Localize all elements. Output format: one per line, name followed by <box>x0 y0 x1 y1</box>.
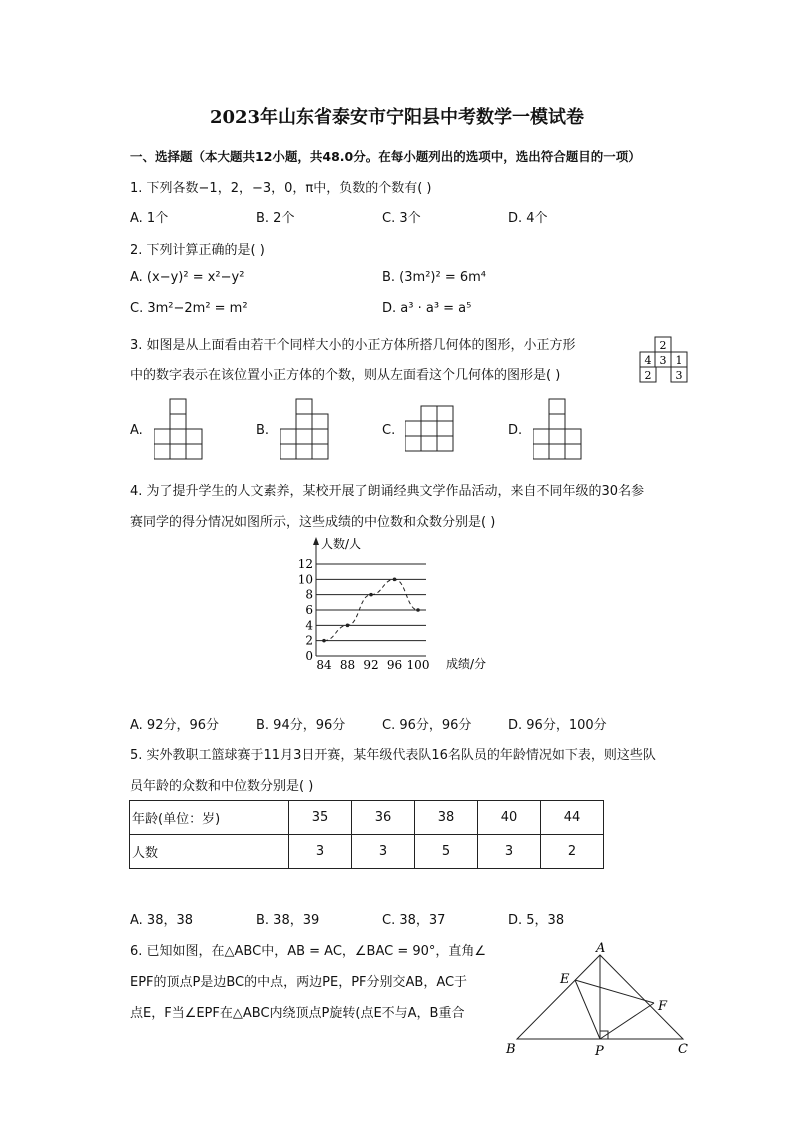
question-6-line1: 6. 已知如图，在△ABC中，AB = AC，∠BAC = 90°，直角∠ <box>130 944 487 959</box>
x-axis-label: 成绩/分 <box>446 657 487 671</box>
table-cell: 40 <box>478 801 541 835</box>
exam-title: 2023年山东省泰安市宁阳县中考数学一模试卷 <box>209 107 585 128</box>
q5-option-c: C. 38，37 <box>382 913 446 928</box>
y-tick-label: 6 <box>305 603 313 617</box>
q3-option-a-figure <box>154 397 208 461</box>
point-label-c: C <box>678 1042 688 1057</box>
question-3-line1: 3. 如图是从上面看由若干个同样大小的小正方体所搭几何体的图形，小正方形 <box>130 338 576 353</box>
point-label-a: A <box>596 941 606 956</box>
segment-ef <box>575 980 654 1003</box>
top-view-number: 3 <box>675 369 683 382</box>
table-cell: 36 <box>352 801 415 835</box>
point-label-p: P <box>595 1044 604 1059</box>
data-point <box>369 593 373 597</box>
question-4-line2: 赛同学的得分情况如图所示，这些成绩的中位数和众数分别是( ) <box>130 515 496 530</box>
point-label-f: F <box>658 999 668 1014</box>
y-axis-arrow <box>313 537 319 545</box>
q4-option-a: A. 92分，96分 <box>130 718 220 733</box>
q2-option-c: C. 3m²−2m² = m² <box>130 301 248 316</box>
y-tick-label: 10 <box>297 572 313 587</box>
q5-option-a: A. 38，38 <box>130 913 194 928</box>
question-6-line2: EPF的顶点P是边BC的中点，两边PE，PF分别交AB，AC于 <box>130 975 468 990</box>
q4-option-c: C. 96分，96分 <box>382 718 472 733</box>
point-label-e: E <box>560 972 570 987</box>
y-axis-label: 人数/人 <box>321 537 362 551</box>
q3-option-b-figure <box>280 397 334 461</box>
table-cell: 5 <box>415 835 478 869</box>
table-cell: 44 <box>541 801 604 835</box>
q2-option-b: B. (3m²)² = 6m⁴ <box>382 270 486 285</box>
q1-option-b: B. 2个 <box>256 211 295 226</box>
q6-triangle-figure <box>500 938 700 1060</box>
top-view-number: 2 <box>644 369 652 382</box>
q5-option-b: B. 38，39 <box>256 913 320 928</box>
question-1-stem: 1. 下列各数−1，2，−3，0，π中，负数的个数有( ) <box>130 181 432 196</box>
q3-option-d-figure <box>533 397 587 461</box>
q3-top-view-grid <box>638 336 694 386</box>
question-5-line1: 5. 实外教职工篮球赛于11月3日开赛，某年级代表队16名队员的年龄情况如下表，则这些队 <box>130 748 656 763</box>
q1-option-a: A. 1个 <box>130 211 169 226</box>
top-view-number: 3 <box>659 354 667 367</box>
table-row <box>130 835 604 869</box>
q1-option-d: D. 4个 <box>508 211 548 226</box>
q3-option-b-label: B. <box>256 423 270 438</box>
q2-option-d: D. a³ · a³ = a⁵ <box>382 301 472 316</box>
table-cell: 3 <box>289 835 352 869</box>
q3-option-c-figure <box>405 404 459 454</box>
question-4-line1: 4. 为了提升学生的人文素养，某校开展了朗诵经典文学作品活动，来自不同年级的30名参 <box>130 484 645 499</box>
x-tick-label: 84 <box>316 658 332 672</box>
x-tick-label: 96 <box>386 658 403 672</box>
y-tick-label: 12 <box>297 557 313 571</box>
q3-option-c-label: C. <box>382 423 396 438</box>
table-cell: 3 <box>352 835 415 869</box>
top-view-number: 1 <box>675 354 683 367</box>
x-tick-label: 100 <box>406 658 430 672</box>
table-cell: 35 <box>289 801 352 835</box>
y-tick-label: 2 <box>305 633 313 648</box>
top-view-number: 2 <box>659 339 667 352</box>
data-point <box>416 608 420 612</box>
table-cell: 3 <box>478 835 541 869</box>
x-tick-label: 88 <box>339 658 356 672</box>
q2-option-a: A. (x−y)² = x²−y² <box>130 270 245 285</box>
section-heading: 一、选择题（本大题共12小题，共48.0分。在每小题列出的选项中，选出符合题目的一项） <box>130 149 641 164</box>
q1-option-c: C. 3个 <box>382 211 421 226</box>
data-point <box>346 624 350 628</box>
q4-option-b: B. 94分，96分 <box>256 718 346 733</box>
y-tick-label: 0 <box>305 649 313 663</box>
data-point <box>393 578 397 582</box>
table-header-count: 人数 <box>130 835 289 869</box>
age-table <box>129 800 604 869</box>
question-6-line3: 点E，F当∠EPF在△ABC内绕顶点P旋转(点E不与A，B重合 <box>130 1006 465 1021</box>
q3-option-a-label: A. <box>130 423 143 438</box>
data-point <box>322 639 326 643</box>
q4-option-d: D. 96分，100分 <box>508 718 607 733</box>
q4-score-line-chart <box>290 532 510 674</box>
x-tick-label: 92 <box>363 658 379 672</box>
q5-option-d: D. 5，38 <box>508 913 565 928</box>
point-label-b: B <box>506 1042 516 1057</box>
question-5-line2: 员年龄的众数和中位数分别是( ) <box>130 779 314 794</box>
question-2-stem: 2. 下列计算正确的是( ) <box>130 243 265 258</box>
table-row <box>130 801 604 835</box>
y-tick-label: 8 <box>305 587 313 602</box>
table-header-age: 年龄(单位：岁) <box>130 801 289 835</box>
y-tick-label: 4 <box>305 618 313 633</box>
q3-option-d-label: D. <box>508 423 523 438</box>
table-cell: 2 <box>541 835 604 869</box>
table-cell: 38 <box>415 801 478 835</box>
top-view-number: 4 <box>644 354 652 367</box>
side-pe <box>575 980 600 1039</box>
question-3-line2: 中的数字表示在该位置小正方体的个数，则从左面看这个几何体的图形是( ) <box>130 368 561 383</box>
